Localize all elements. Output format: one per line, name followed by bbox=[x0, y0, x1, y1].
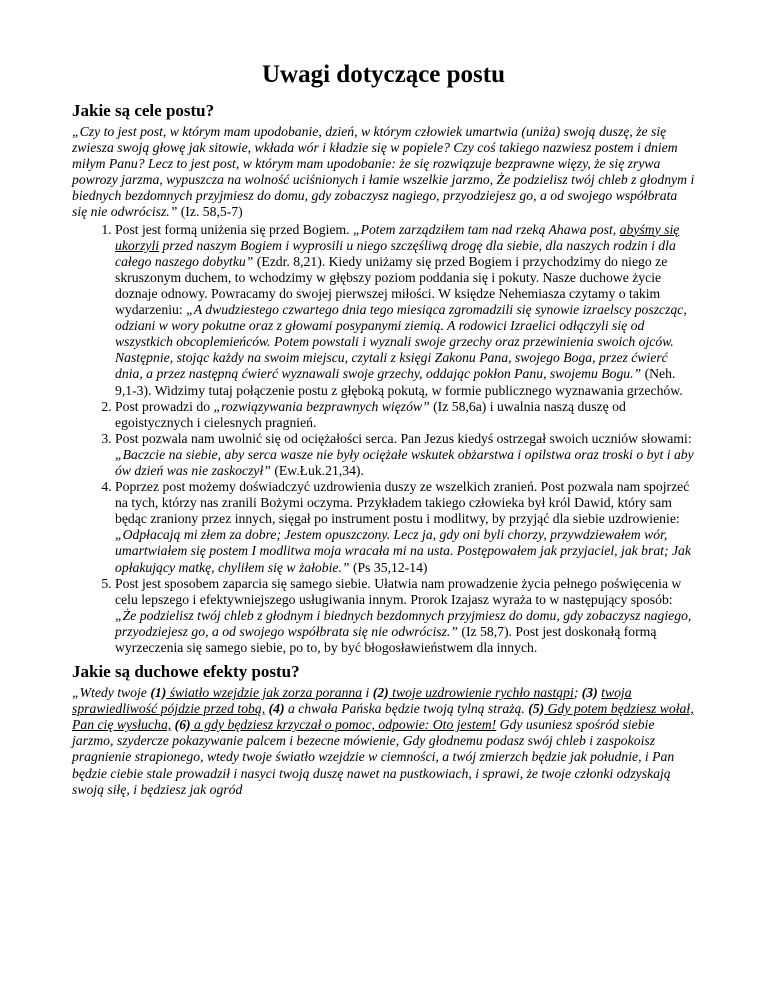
list-item bbox=[115, 222, 695, 399]
list-item bbox=[115, 479, 695, 576]
effects-text: a chwała Pańska będzie twoją tylną strażą. bbox=[284, 701, 529, 717]
item-text: Post pozwala nam uwolnić się od ociężałości serca. Pan Jezus kiedyś ostrzegał swoich uczniów słowami: bbox=[115, 430, 692, 446]
item-quote: „rozwiązywania bezprawnych więzów” bbox=[213, 398, 430, 414]
effects-text: „Wtedy twoje bbox=[72, 685, 151, 701]
effect-text: światło wzejdzie jak zorza poranna bbox=[166, 685, 363, 701]
intro-quote bbox=[72, 124, 695, 221]
effect-number: (5) bbox=[528, 701, 545, 717]
item-text: Post prowadzi do bbox=[115, 398, 214, 414]
list-item bbox=[115, 399, 695, 431]
intro-quote-reference: (Iz. 58,5-7) bbox=[180, 204, 243, 220]
effect-number: (4) bbox=[268, 701, 285, 717]
section-heading-goals: Jakie są cele postu? bbox=[72, 101, 215, 120]
item-quote: „Baczcie na siebie, aby serca wasze nie były ociężałe wskutek obżarstwa i opilstwa oraz troski o byt i aby ów dzień was nie zaskoczył” bbox=[115, 446, 694, 478]
list-item bbox=[115, 576, 695, 656]
item-quote-underlined: abyśmy się ukorzyli bbox=[115, 221, 680, 253]
effect-text: twoje uzdrowienie rychło nastąpi bbox=[388, 685, 574, 701]
list-item bbox=[115, 431, 695, 479]
section-heading-effects: Jakie są duchowe efekty postu? bbox=[72, 662, 300, 682]
item-text: (Ew.Łuk.21,34). bbox=[270, 462, 364, 478]
effect-number: (2) bbox=[372, 685, 389, 701]
item-text: (Ezdr. 8,21). Kiedy uniżamy się przed Bogiem i przychodzimy do niego ze skruszonym duchem, to wchodzimy w głębszy poziom poddania się i pokuty. Nasze duchowe życie doznaje odnowy. Powracamy do swojej pierwszej miłości. W księdze Nehemiasza czytamy o takim wydarzeniu: bbox=[115, 253, 668, 318]
item-quote: „Że podzielisz twój chleb z głodnym i biednych bezdomnych przyjmiesz do domu, gdy zobaczysz nagiego, przyodziejesz go, a od swojego współbrata się nie odwrócisz.” bbox=[115, 607, 692, 639]
effect-text: twoja sprawiedliwość pójdzie przed tobą, bbox=[72, 685, 632, 717]
effect-text: Gdy potem będziesz wołał, Pan cię wysłucha, bbox=[72, 701, 694, 733]
item-text: (Neh. 9,1-3). Widzimy tutaj połączenie postu z głęboką pokutą, w formie publicznego wyznawania grzechów. bbox=[115, 366, 683, 398]
effects-quote bbox=[72, 685, 695, 798]
item-text: Post jest sposobem zaparcia się samego siebie. Ułatwia nam prowadzenie życia pełnego poświęcenia w celu lepszego i efektywniejszego usługiwania innym. Prorok Izajasz wyraża to w następujący sposób: bbox=[115, 575, 682, 607]
page-title: Uwagi dotyczące postu bbox=[261, 61, 506, 88]
item-text: Post jest formą uniżenia się przed Bogiem. bbox=[115, 221, 353, 237]
effect-number: (3) bbox=[581, 685, 598, 701]
item-quote: „Odpłacają mi złem za dobre; Jestem opuszczony. Lecz ja, gdy oni byli chorzy, przywdziewałem wór, umartwiałem się postem I modlitwa moja wracała mi na usta. Postępowałem jak przyjaciel, jak brat; Jak opłakujący matkę, chyliłem się w żałobie.” bbox=[115, 527, 691, 575]
item-quote: przed naszym Bogiem i wyprosili u niego szczęśliwą drogę dla siebie, dla naszych rodzin i dla całego naszego dobytku” bbox=[115, 237, 676, 269]
item-text: (Ps 35,12-14) bbox=[349, 559, 428, 575]
item-quote: „A dwudziestego czwartego dnia tego miesiąca zgromadzili się synowie izraelscy poszcząc, odziani w wory pokutne oraz z głowami posypanymi ziemią. A rodowici Izraelici odłączyli się od wszystkich obcoplemieńców. Potem powstali i wyznali swoje grzechy oraz przewinienia swoich ojców. Następnie, stojąc każdy na swoim miejscu, czytali z księgi Zakonu Pana, swojego Boga, przez ćwierć dnia, a przez następną ćwierć wyznawali swoje grzechy, oddając pokłon Panu, swojemu Bogu.” bbox=[115, 302, 687, 382]
effect-number: (6) bbox=[174, 717, 191, 733]
effect-number: (1) bbox=[150, 685, 167, 701]
item-text: (Iz 58,6a) i uwalnia naszą duszę od egoistycznych i cielesnych pragnień. bbox=[115, 398, 626, 430]
item-text: (Iz 58,7). Post jest doskonałą formą wyrzeczenia się samego siebie, po to, by być błogosławieństwem dla innych. bbox=[115, 623, 657, 655]
item-text: Poprzez post możemy doświadczyć uzdrowienia duszy ze wszelkich zranień. Post pozwala nam spojrzeć na tych, którzy nas zranili Bożymi oczyma. Przykładem takiego człowieka był król Dawid, który sam będąc zraniony przez innych, sięgał po instrument postu i modlitwy, by przyjąć dla siebie uzdrowienie: bbox=[115, 479, 690, 527]
effects-text: ; bbox=[573, 685, 582, 701]
goals-list bbox=[72, 222, 695, 657]
effect-text: a gdy będziesz krzyczał o pomoc, odpowie: Oto jestem! bbox=[190, 717, 497, 733]
effects-text: i bbox=[362, 685, 373, 701]
item-quote: „Potem zarządziłem tam nad rzeką Ahawa post, bbox=[352, 221, 620, 237]
intro-quote-text: „Czy to jest post, w którym mam upodobanie, dzień, w którym człowiek umartwia (uniża) swoją duszę, że się zwiesza swoją głowę jak sitowie, wkłada wór i kładzie się w popiele? Czy coś takiego nazwiesz postem i dniem miłym Panu? Lecz to jest post, w którym mam upodobanie: że się rozwiązuje bezprawne więzy, że się zrywa powrozy jarzma, wypuszcza na wolność uciśnionych i łamie wszelkie jarzmo, Że podzielisz twój chleb z głodnym i biednych bezdomnych przyjmiesz do domu, gdy zobaczysz nagiego, przyodziejesz go, a od swojego współbrata się nie odwrócisz.” bbox=[72, 124, 695, 220]
effects-text: Gdy usuniesz spośród siebie jarzmo, szydercze pokazywanie palcem i bezecne mówienie, Gdy głodnemu podasz swój chleb i zaspokoisz pragnienie strapionego, wtedy twoje światło wzejdzie w ciemności, a twój zmierzch będzie jak południe, i Pan będzie ciebie stale prowadził i nasyci twoją duszę nawet na pustkowiach, i sprawi, że twoje członki odzyskają swoją siłę, i będziesz jak ogród bbox=[72, 717, 675, 797]
